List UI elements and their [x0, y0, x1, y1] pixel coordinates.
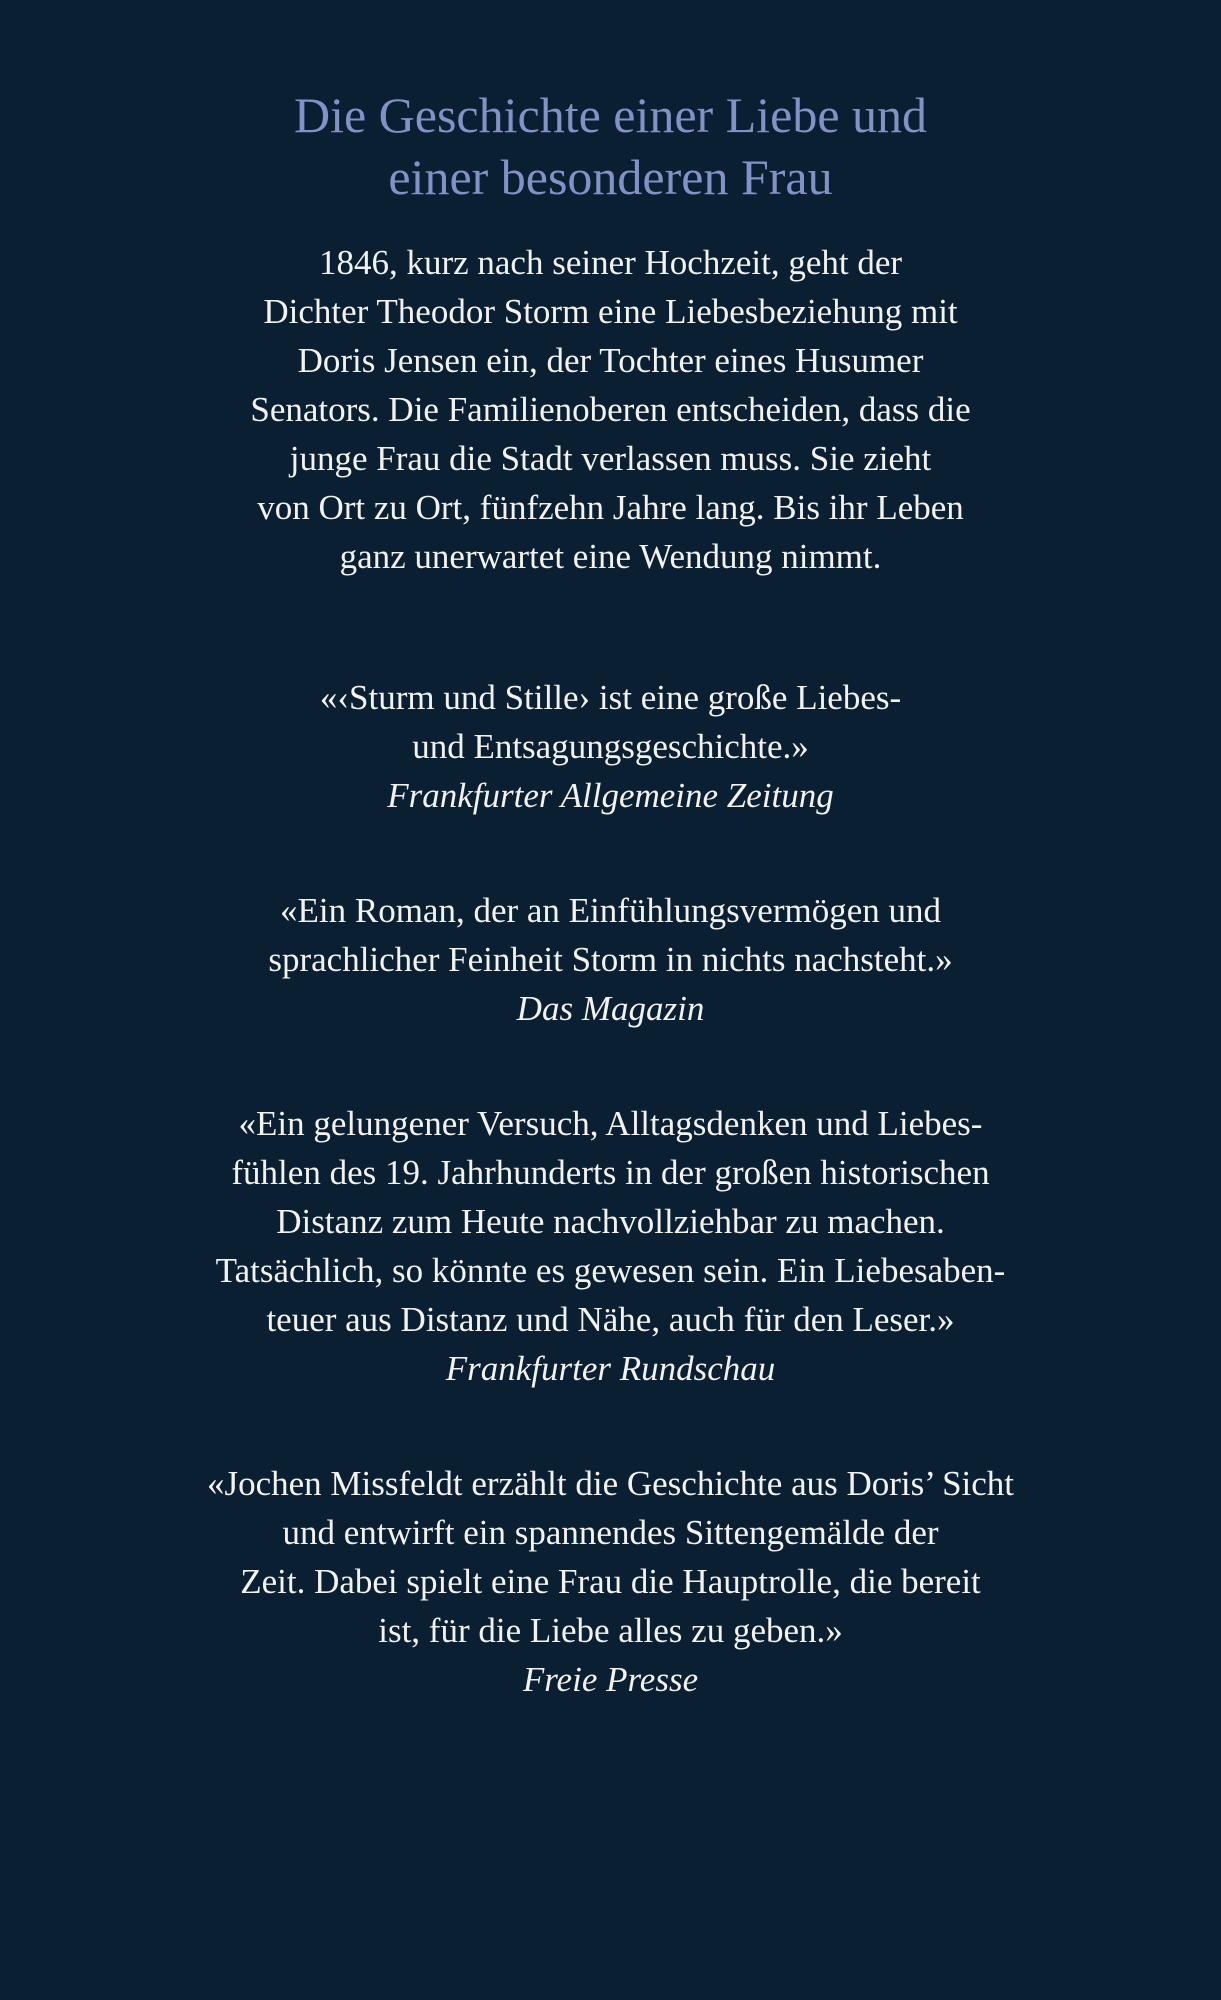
- review-quote: [61, 1459, 1161, 1704]
- review-line: Tatsächlich, so könnte es gewesen sein. Ein Liebesaben-: [215, 1251, 1006, 1290]
- review-quote: [61, 1099, 1161, 1393]
- review-line: und Entsagungsgeschichte.»: [412, 727, 809, 766]
- blurb-line: 1846, kurz nach seiner Hochzeit, geht der: [318, 243, 903, 282]
- blurb-line: junge Frau die Stadt verlassen muss. Sie zieht: [289, 439, 932, 478]
- review-line: ist, für die Liebe alles zu geben.»: [378, 1611, 843, 1650]
- review-line: sprachlicher Feinheit Storm in nichts nachsteht.»: [268, 940, 953, 979]
- review-quote: [61, 673, 1161, 820]
- headline: [111, 84, 1111, 208]
- review-source: Freie Presse: [522, 1660, 699, 1699]
- review-line: teuer aus Distanz und Nähe, auch für den Leser.»: [266, 1300, 955, 1339]
- review-line: «Ein Roman, der an Einfühlungsvermögen und: [280, 891, 941, 930]
- review-line: und entwirft ein spannendes Sittengemälde der: [282, 1513, 939, 1552]
- review-line: Distanz zum Heute nachvollziehbar zu machen.: [276, 1202, 945, 1241]
- review-line: «‹Sturm und Stille› ist eine große Liebes-: [319, 678, 902, 717]
- blurb-line: ganz unerwartet eine Wendung nimmt.: [339, 537, 882, 576]
- blurb-line: von Ort zu Ort, fünfzehn Jahre lang. Bis ihr Leben: [257, 488, 964, 527]
- headline-line: Die Geschichte einer Liebe und: [293, 87, 928, 143]
- headline-line: einer besonderen Frau: [388, 149, 833, 205]
- review-quote: [61, 886, 1161, 1033]
- review-source: Frankfurter Allgemeine Zeitung: [387, 776, 834, 815]
- blurb-line: Doris Jensen ein, der Tochter eines Husumer: [297, 341, 924, 380]
- blurb: [111, 238, 1111, 581]
- review-line: fühlen des 19. Jahrhunderts in der großen historischen: [231, 1153, 990, 1192]
- review-source: Das Magazin: [516, 989, 705, 1028]
- review-source: Frankfurter Rundschau: [445, 1349, 776, 1388]
- review-line: «Jochen Missfeldt erzählt die Geschichte aus Doris’ Sicht: [206, 1464, 1015, 1503]
- review-line: «Ein gelungener Versuch, Alltagsdenken und Liebes-: [238, 1104, 983, 1143]
- blurb-line: Senators. Die Familienoberen entscheiden, dass die: [250, 390, 971, 429]
- review-line: Zeit. Dabei spielt eine Frau die Hauptrolle, die bereit: [240, 1562, 981, 1601]
- reviews-section: [0, 673, 1221, 1704]
- blurb-line: Dichter Theodor Storm eine Liebesbeziehung mit: [263, 292, 958, 331]
